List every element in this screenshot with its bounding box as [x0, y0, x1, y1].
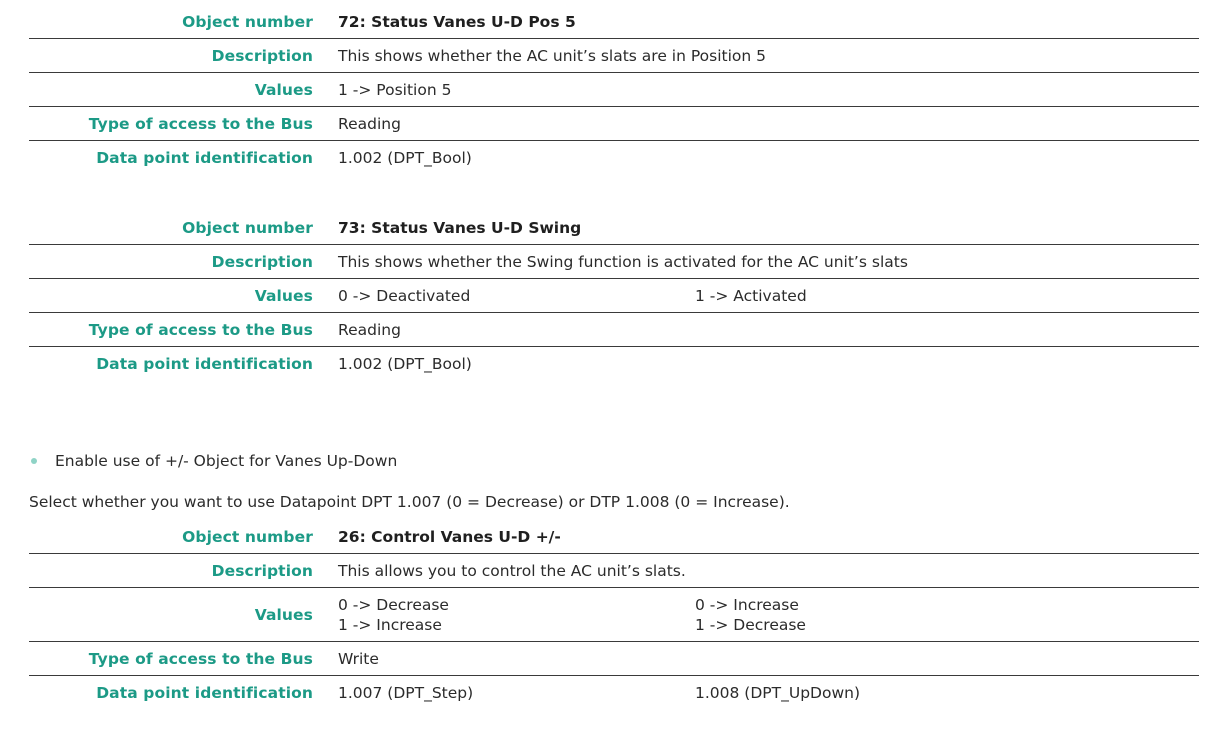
object-number-label: Object number: [182, 527, 313, 546]
object-number-label: Object number: [182, 218, 313, 237]
object-number-row: [29, 520, 1199, 554]
values-label: Values: [254, 286, 313, 305]
access-label: Type of access to the Bus: [88, 320, 313, 339]
values-value-2: 1 -> Activated: [695, 286, 807, 305]
dpt-row: [29, 676, 1199, 710]
dpt-label: Data point identification: [96, 355, 313, 373]
bullet-dot-icon: [31, 458, 37, 464]
object-number-row: [29, 5, 1199, 39]
values-col2-line2: 1 -> Decrease: [695, 615, 806, 634]
access-label: Type of access to the Bus: [88, 649, 313, 668]
values-column-1: [338, 595, 449, 635]
access-label: Type of access to the Bus: [88, 114, 313, 133]
description-row: [29, 39, 1199, 73]
bullet-text: Enable use of +/- Object for Vanes Up-Down: [55, 452, 398, 470]
object-number-label: Object number: [182, 12, 313, 31]
values-col2-line1: 0 -> Increase: [695, 595, 799, 614]
access-value: Reading: [338, 114, 401, 133]
values-column-2: [695, 595, 806, 635]
object-table-73: [29, 211, 1199, 381]
dpt-value: 1.002 (DPT_Bool): [338, 355, 472, 373]
values-col1-line2: 1 -> Increase: [338, 615, 442, 634]
values-value-1: 0 -> Deactivated: [338, 286, 471, 305]
access-value: Reading: [338, 320, 401, 339]
object-number-row: [29, 211, 1199, 245]
dpt-row: [29, 141, 1199, 175]
dpt-value: 1.002 (DPT_Bool): [338, 149, 472, 167]
object-table-72: [29, 5, 1199, 175]
bullet-item: [29, 452, 397, 470]
description-value: This shows whether the Swing function is activated for the AC unit’s slats: [338, 252, 908, 271]
dpt-value-2: 1.008 (DPT_UpDown): [695, 684, 860, 702]
object-number-value: 26: Control Vanes U-D +/-: [338, 527, 561, 546]
access-value: Write: [338, 649, 379, 668]
description-row: [29, 554, 1199, 588]
dpt-label: Data point identification: [96, 149, 313, 167]
values-label: Values: [254, 605, 313, 624]
values-value: 1 -> Position 5: [338, 80, 452, 99]
access-row: [29, 642, 1199, 676]
description-row: [29, 245, 1199, 279]
values-label: Values: [254, 80, 313, 99]
description-label: Description: [211, 561, 313, 580]
object-table-26: [29, 520, 1199, 710]
description-label: Description: [211, 252, 313, 271]
access-row: [29, 313, 1199, 347]
values-col1-line1: 0 -> Decrease: [338, 595, 449, 614]
dpt-row: [29, 347, 1199, 381]
intro-paragraph: Select whether you want to use Datapoint DPT 1.007 (0 = Decrease) or DTP 1.008 (0 = Increase).: [29, 493, 790, 511]
dpt-value-1: 1.007 (DPT_Step): [338, 684, 474, 702]
object-number-value: 72: Status Vanes U-D Pos 5: [338, 12, 576, 31]
description-value: This shows whether the AC unit’s slats are in Position 5: [338, 46, 766, 65]
values-row: [29, 279, 1199, 313]
access-row: [29, 107, 1199, 141]
values-row: [29, 73, 1199, 107]
dpt-label: Data point identification: [96, 684, 313, 702]
values-row: [29, 588, 1199, 642]
description-label: Description: [211, 46, 313, 65]
object-number-value: 73: Status Vanes U-D Swing: [338, 218, 582, 237]
description-value: This allows you to control the AC unit’s slats.: [338, 561, 686, 580]
